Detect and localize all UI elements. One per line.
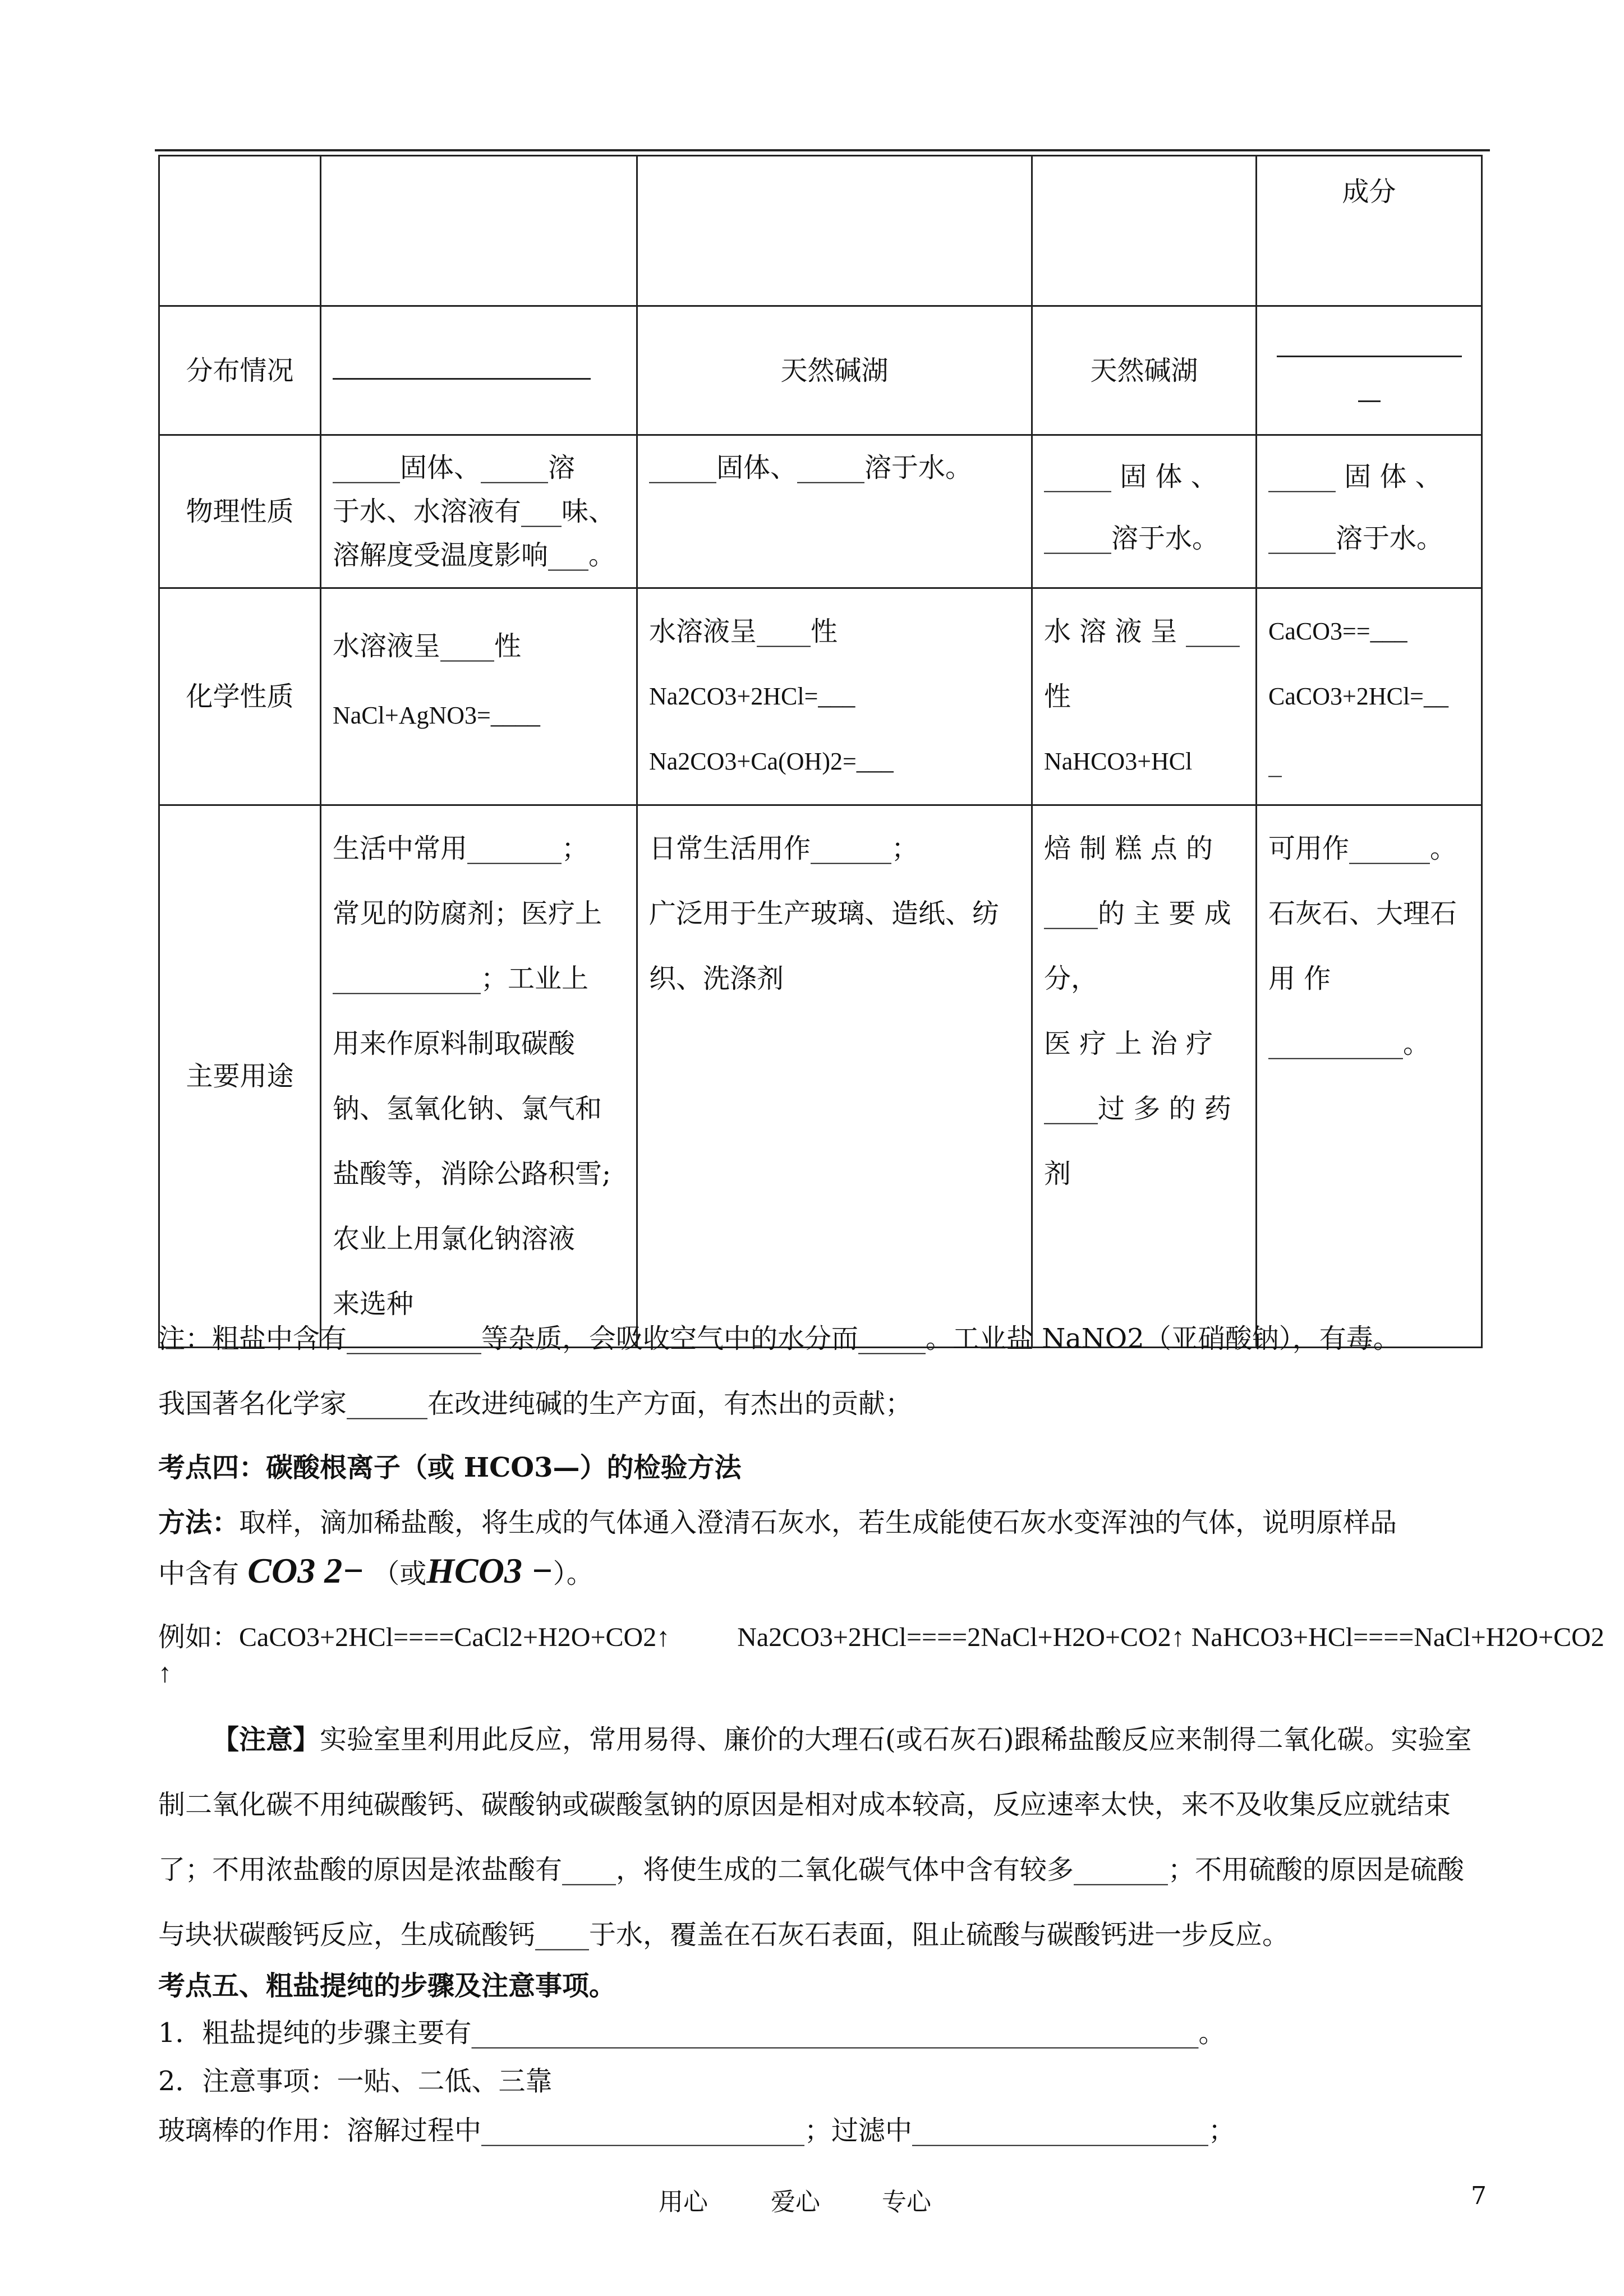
cell-line: _____溶于水。	[1044, 523, 1220, 554]
table-row	[159, 588, 1482, 805]
table-row	[159, 435, 1482, 588]
cell-line: 生活中常用_______；	[333, 833, 589, 864]
table-row	[159, 156, 1482, 306]
table-cell	[1257, 805, 1482, 1348]
table-cell	[1032, 435, 1257, 588]
cell-line: 分，	[1044, 963, 1098, 994]
cell-line: 农业上用氯化钠溶液	[333, 1223, 576, 1255]
table-cell	[637, 805, 1032, 1348]
equation: CaCO3+2HCl====CaCl2+H2O+CO2↑	[239, 1622, 670, 1652]
table-cell	[1257, 435, 1482, 588]
cell-line: 钠、氢氧化钠、氯气和	[333, 1093, 602, 1124]
blank-line	[1358, 378, 1381, 402]
cell-text: 化学性质	[186, 681, 294, 712]
table-cell	[321, 805, 637, 1348]
cell-line: 来选种	[333, 1288, 414, 1320]
method-line-2	[158, 1550, 594, 1592]
cell-equation: CaCO3==___	[1268, 617, 1407, 645]
table-cell	[637, 156, 1032, 306]
row-label	[159, 435, 321, 588]
cell-line: _	[1268, 746, 1282, 777]
table-cell	[1257, 306, 1482, 435]
row-label	[159, 805, 321, 1348]
cell-equation: Na2CO3+2HCl=___	[649, 683, 855, 710]
cell-equation: CaCO3+2HCl=__	[1268, 683, 1448, 710]
cell-line: 日常生活用作______；	[649, 833, 919, 864]
table-cell	[1032, 156, 1257, 306]
cell-equation: NaCl+AgNO3=____	[333, 702, 540, 729]
section-heading: 考点四：碳酸根离子（或 HCO3—）的检验方法	[158, 1452, 742, 1483]
blank-line	[1277, 333, 1462, 357]
cell-line: ____的 主 要 成	[1044, 898, 1231, 929]
attention-text: 实验室里利用此反应，常用易得、廉价的大理石(或石灰石)跟稀盐酸反应来制得二氧化碳。实验室制二氧化碳不用纯碳酸钙、碳酸钠或碳酸氢钠的原因是相对成本较高，反应速率太快，来不及收集反应就结束了；不用浓盐酸的原因是浓盐酸有____，将使生成的二氧化碳气体中含有较多_______；不用硫酸的原因是硫酸与块状碳酸钙反应，生成硫酸钙____于水，覆盖在石灰石表面，阻止硫酸与碳酸钙进一步反应。	[158, 1724, 1472, 1951]
cell-text: 天然碱湖	[1090, 354, 1198, 386]
cell-equation: Na2CO3+Ca(OH)2=___	[649, 748, 894, 775]
cell-line: _____固体、_____溶	[333, 452, 576, 483]
row-label	[159, 588, 321, 805]
cell-line: ____过 多 的 药	[1044, 1093, 1231, 1124]
cell-text: 成分	[1342, 176, 1396, 208]
example-label: 例如：	[158, 1622, 240, 1652]
table-cell	[637, 435, 1032, 588]
cell-line: 性	[1044, 681, 1071, 712]
cell-line: 剂	[1044, 1158, 1071, 1190]
table-cell	[1257, 156, 1482, 306]
table-cell	[159, 156, 321, 306]
equation-arrow: ↑	[158, 1658, 172, 1688]
page-number: 7	[1471, 2182, 1487, 2210]
cell-line: _____ 固 体 、	[1044, 461, 1218, 492]
list-item: 1．粗盐提纯的步骤主要有______________________________________________________。	[158, 2017, 1226, 2049]
cell-line: 织、洗涤剂	[649, 963, 784, 994]
attention-label: 【注意】	[212, 1724, 320, 1755]
cell-line: _____ 固 体 、	[1268, 461, 1442, 492]
table-cell	[1032, 805, 1257, 1348]
table-row	[159, 306, 1482, 435]
cell-line: 盐酸等，消除公路积雪;	[333, 1158, 611, 1190]
cell-line: 水溶液呈____性	[333, 630, 522, 662]
carbonate-ion: CO3 2−	[247, 1551, 364, 1590]
equation: Na2CO3+2HCl====2NaCl+H2O+CO2↑	[737, 1622, 1185, 1652]
table-cell	[637, 306, 1032, 435]
table-cell	[1032, 588, 1257, 805]
cell-line: 可用作______。	[1268, 833, 1457, 864]
cell-equation: NaHCO3+HCl	[1044, 748, 1193, 775]
footer-motto: 专心	[882, 2188, 931, 2216]
cell-line: 常见的防腐剂；医疗上	[333, 898, 602, 929]
blank-line	[333, 356, 591, 380]
cell-text: 天然碱湖	[780, 354, 889, 386]
cell-line: 用来作原料制取碳酸	[333, 1028, 576, 1059]
bicarbonate-ion: HCO3 −	[426, 1551, 553, 1590]
example-equations	[158, 1615, 1604, 1654]
salts-comparison-table	[158, 155, 1483, 1348]
table-cell	[321, 156, 637, 306]
cell-line: 水 溶 液 呈 ____	[1044, 616, 1240, 647]
footer-motto: 用心	[659, 2188, 708, 2216]
table-cell	[1257, 588, 1482, 805]
row-label	[159, 306, 321, 435]
cell-line: __________。	[1268, 1028, 1430, 1059]
table-cell	[321, 588, 637, 805]
method-text: （或	[372, 1558, 427, 1589]
equation: NaHCO3+HCl====NaCl+H2O+CO2	[1191, 1622, 1604, 1652]
table-cell	[1032, 306, 1257, 435]
cell-text: 分布情况	[186, 354, 294, 386]
method-label: 方法：	[158, 1507, 240, 1538]
attention-paragraph	[158, 1707, 1481, 1967]
method-line	[158, 1501, 1397, 1539]
header-rule	[155, 149, 1490, 151]
cell-text: 主要用途	[186, 1061, 294, 1092]
method-text: ）。	[553, 1558, 594, 1589]
table-cell	[637, 588, 1032, 805]
cell-line: 广泛用于生产玻璃、造纸、纺	[649, 898, 1000, 929]
table-cell	[321, 435, 637, 588]
footer-motto: 爱心	[771, 2188, 820, 2216]
table-cell	[321, 306, 637, 435]
cell-line: 焙 制 糕 点 的	[1044, 833, 1213, 864]
list-item: 2．注意事项：一贴、二低、三靠	[158, 2066, 553, 2097]
cell-line: ___________；工业上	[333, 963, 589, 994]
cell-line: 医 疗 上 治 疗	[1044, 1028, 1213, 1059]
section-heading: 考点五、粗盐提纯的步骤及注意事项。	[158, 1970, 617, 2002]
cell-line: _____固体、_____溶于水。	[649, 452, 973, 483]
method-text: 取样，滴加稀盐酸，将生成的气体通入澄清石灰水，若生成能使石灰水变浑浊的气体，说明原样品	[239, 1507, 1397, 1538]
note-chemist: 我国著名化学家______在改进纯碱的生产方面，有杰出的贡献；	[158, 1388, 913, 1419]
cell-line: 于水、水溶液有___味、	[333, 496, 616, 527]
list-item: 玻璃棒的作用：溶解过程中________________________；过滤中______________________；	[158, 2115, 1236, 2146]
method-text: 中含有	[158, 1558, 240, 1589]
cell-line: _____溶于水。	[1268, 523, 1444, 554]
cell-line: 溶解度受温度影响___。	[333, 540, 616, 571]
cell-line: 石灰石、大理石	[1268, 898, 1457, 929]
cell-line: 水溶液呈____性	[649, 616, 838, 647]
cell-text: 物理性质	[186, 496, 294, 527]
cell-line: 用 作	[1268, 963, 1331, 994]
note-impurities: 注：粗盐中含有__________等杂质，会吸收空气中的水分而_____。工业盐 NaNO2（亚硝酸钠），有毒。	[158, 1323, 1400, 1354]
table-row	[159, 805, 1482, 1348]
